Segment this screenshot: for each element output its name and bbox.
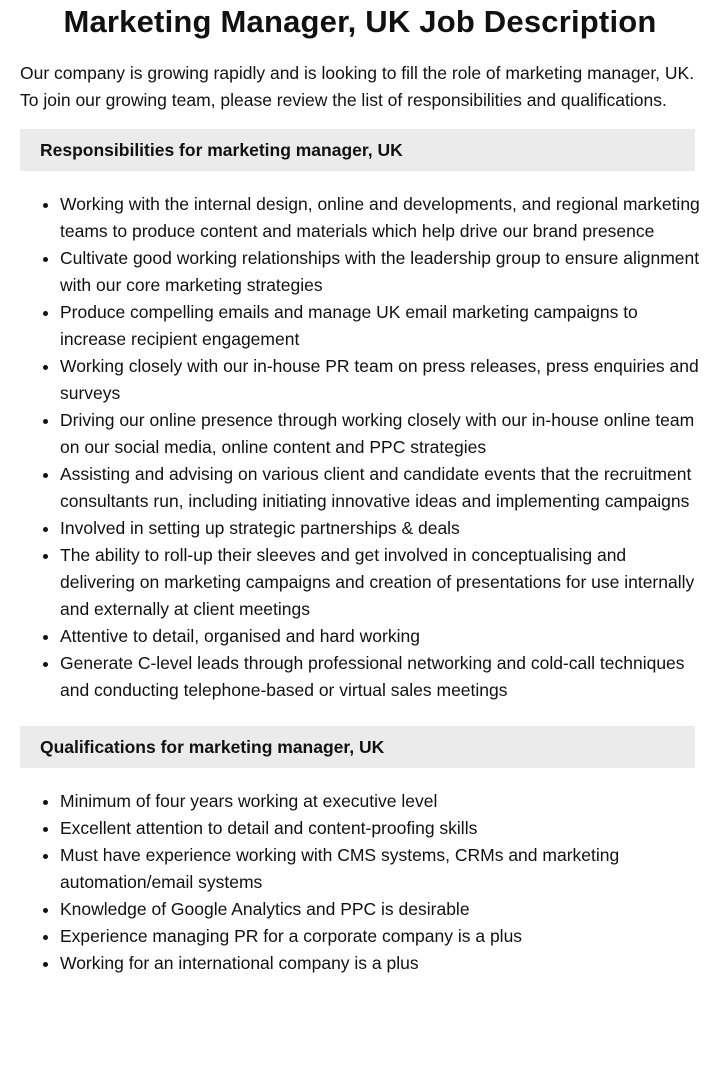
list-item: • Generate C-level leads through professional networking and cold-call techniques and conducting telephone-based or virtual sales meetings: [60, 650, 700, 704]
qualifications-list: [20, 788, 700, 977]
list-item: • Produce compelling emails and manage UK email marketing campaigns to increase recipient engagement: [60, 299, 700, 353]
responsibilities-heading: Responsibilities for marketing manager, UK: [20, 129, 695, 171]
list-item: • Experience managing PR for a corporate company is a plus: [60, 923, 700, 950]
list-item: • Excellent attention to detail and content-proofing skills: [60, 815, 700, 842]
responsibilities-list: [20, 191, 700, 704]
list-item: • The ability to roll-up their sleeves and get involved in conceptualising and delivering on marketing campaigns and creation of presentations for use internally and externally at client meetings: [60, 542, 700, 623]
page-title: Marketing Manager, UK Job Description: [63, 4, 657, 39]
list-item: • Working with the internal design, online and developments, and regional marketing teams to produce content and materials which help drive our brand presence: [60, 191, 700, 245]
list-item: • Working for an international company is a plus: [60, 950, 700, 977]
intro-paragraph: Our company is growing rapidly and is looking to fill the role of marketing manager, UK. To join our growing team, please review the list of responsibilities and qualifications.: [20, 63, 695, 110]
list-item: • Working closely with our in-house PR team on press releases, press enquiries and surveys: [60, 353, 700, 407]
list-item: • Attentive to detail, organised and hard working: [60, 623, 700, 650]
list-item: • Knowledge of Google Analytics and PPC is desirable: [60, 896, 700, 923]
list-item: • Minimum of four years working at executive level: [60, 788, 700, 815]
list-item: • Involved in setting up strategic partnerships & deals: [60, 515, 700, 542]
qualifications-heading: Qualifications for marketing manager, UK: [20, 726, 695, 768]
list-item: • Cultivate good working relationships with the leadership group to ensure alignment with our core marketing strategies: [60, 245, 700, 299]
list-item: • Assisting and advising on various client and candidate events that the recruitment consultants run, including initiating innovative ideas and implementing campaigns: [60, 461, 700, 515]
list-item: • Must have experience working with CMS systems, CRMs and marketing automation/email systems: [60, 842, 700, 896]
list-item: • Driving our online presence through working closely with our in-house online team on our social media, online content and PPC strategies: [60, 407, 700, 461]
